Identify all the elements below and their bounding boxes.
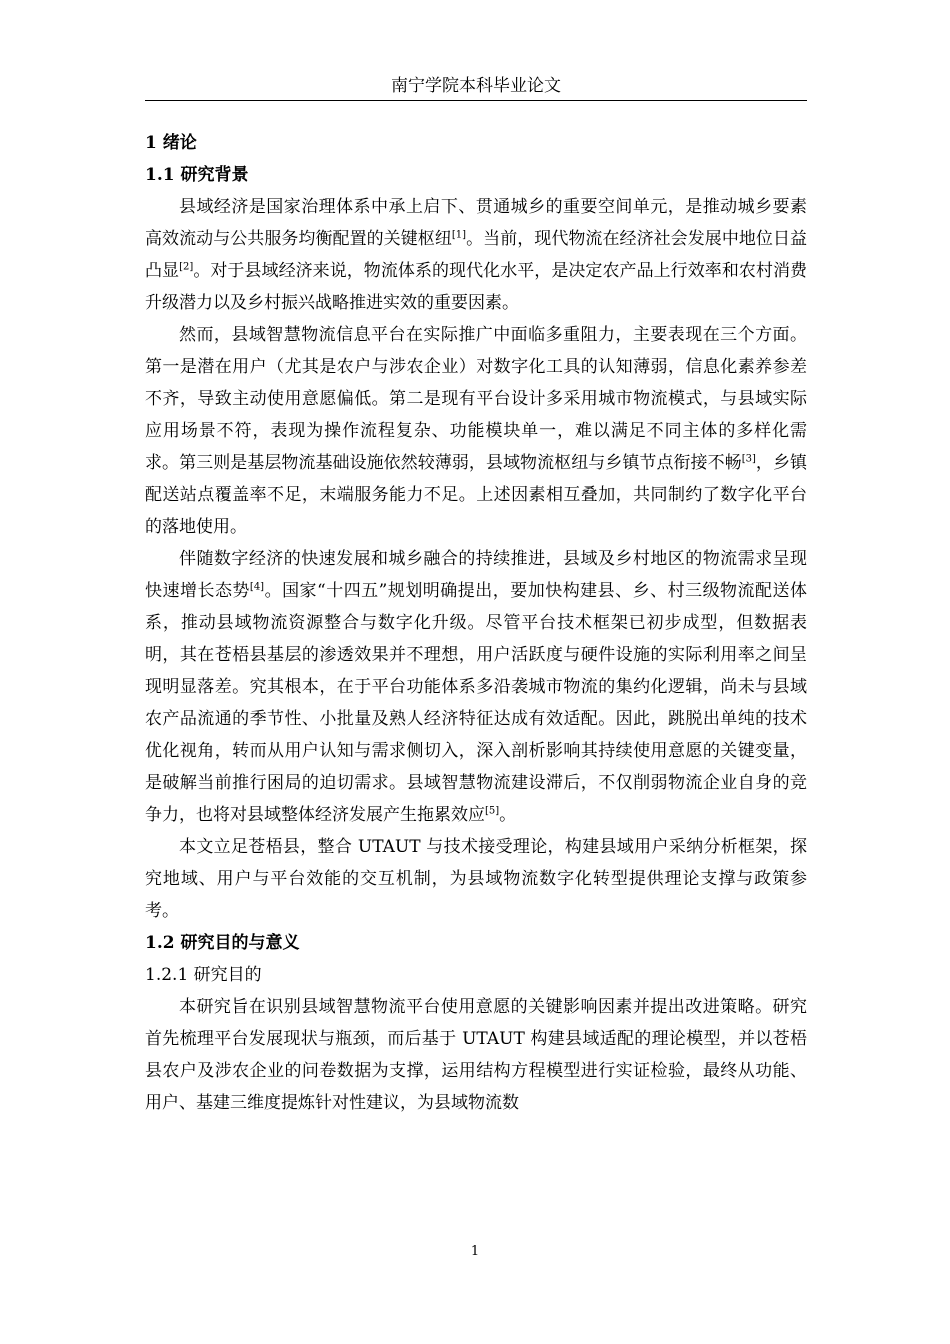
section-heading-1-1: 1.1 研究背景 bbox=[145, 165, 249, 185]
citation-1: [1] bbox=[451, 229, 467, 241]
subsection-heading-1-2-1: 1.2.1 研究目的 bbox=[145, 965, 262, 985]
paragraph-3: 伴随数字经济的快速发展和城乡融合的持续推进，县域及乡村地区的物流需求呈现快速增长态势[4]。国家“十四五”规划明确提出，要加快构建县、乡、村三级物流配送体系，推动县域物流资源整合与数字化升级。尽管平台技术框架已初步成型，但数据表明，其在苍梧县基层的渗透效果并不理想，用户活跃度与硬件设施的实际利用率之间呈现明显落差。究其根本，在于平台功能体系多沿袭城市物流的集约化逻辑，尚未与县域农产品流通的季节性、小批量及熟人经济特征达成有效适配。因此，跳脱出单纯的技术优化视角，转而从用户认知与需求侧切入，深入剖析影响其持续使用意愿的关键变量，是破解当前推行困局的迫切需求。县域智慧物流建设滞后，不仅削弱物流企业自身的竞争力，也将对县域整体经济发展产生拖累效应[5]。 bbox=[145, 549, 808, 825]
citation-5: [5] bbox=[485, 805, 500, 817]
page-number: 1 bbox=[470, 1244, 480, 1259]
citation-2: [2] bbox=[179, 261, 194, 273]
chapter-heading: 1 绪论 bbox=[145, 133, 197, 153]
paragraph-2: 然而，县域智慧物流信息平台在实际推广中面临多重阻力，主要表现在三个方面。第一是潜在用户（尤其是农户与涉农企业）对数字化工具的认知薄弱，信息化素养参差不齐，导致主动使用意愿偏低。第二是现有平台设计多采用城市物流模式，与县域实际应用场景不符，表现为操作流程复杂、功能模块单一，难以满足不同主体的多样化需求。第三则是基层物流基础设施依然较薄弱，县域物流枢纽与乡镇节点衔接不畅[3]，乡镇配送站点覆盖率不足，末端服务能力不足。上述因素相互叠加，共同制约了数字化平台的落地使用。 bbox=[145, 325, 808, 537]
citation-3: [3] bbox=[741, 453, 756, 465]
paragraph-4: 本文立足苍梧县，整合 UTAUT 与技术接受理论，构建县域用户采纳分析框架，探究地域、用户与平台效能的交互机制，为县域物流数字化转型提供理论支撑与政策参考。 bbox=[145, 837, 807, 921]
citation-4: [4] bbox=[249, 581, 265, 593]
paragraph-1: 县域经济是国家治理体系中承上启下、贯通城乡的重要空间单元，是推动城乡要素高效流动与公共服务均衡配置的关键枢纽[1]。当前，现代物流在经济社会发展中地位日益凸显[2]。对于县域经济来说，物流体系的现代化水平，是决定农产品上行效率和农村消费升级潜力以及乡村振兴战略推进实效的重要因素。 bbox=[145, 197, 808, 313]
header-rule bbox=[145, 100, 807, 101]
paragraph-5: 本研究旨在识别县域智慧物流平台使用意愿的关键影响因素并提出改进策略。研究首先梳理平台发展现状与瓶颈，而后基于 UTAUT 构建县域适配的理论模型，并以苍梧县农户及涉农企业的问卷数据为支撑，运用结构方程模型进行实证检验，最终从功能、用户、基建三维度提炼针对性建议，为县域物流数 bbox=[145, 997, 807, 1113]
running-header: 南宁学院本科毕业论文 bbox=[391, 76, 561, 96]
section-heading-1-2: 1.2 研究目的与意义 bbox=[145, 933, 300, 953]
document-body bbox=[145, 127, 807, 1119]
